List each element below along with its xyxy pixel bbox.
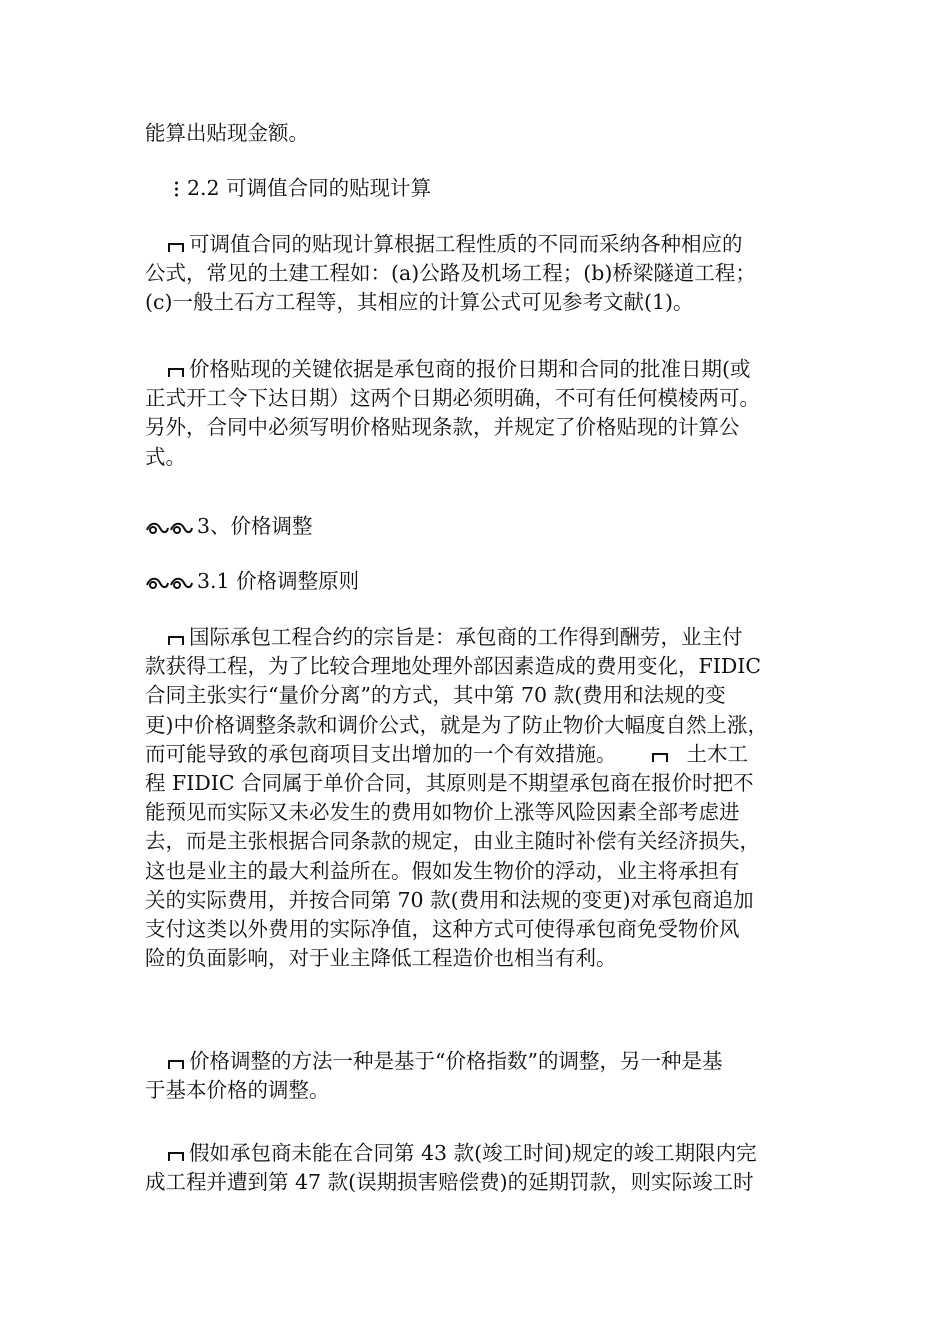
bracket-marker-icon bbox=[167, 623, 189, 652]
bracket-marker-icon bbox=[167, 1139, 189, 1168]
text-line: 价格调整的方法一种是基于“价格指数”的调整，另一种是基 bbox=[189, 1049, 723, 1073]
ornament-icon bbox=[145, 512, 197, 541]
text-line: 合同主张实行“量价分离”的方式，其中第 70 款(费用和法规的变 bbox=[145, 683, 726, 708]
text-line: 假如承包商未能在合同第 43 款(竣工时间)规定的竣工期限内完 bbox=[189, 1141, 757, 1165]
bracket-marker-icon bbox=[167, 1047, 189, 1076]
text-line: 成工程并遭到第 47 款(误期损害赔偿费)的延期罚款，则实际竣工时 bbox=[145, 1170, 754, 1195]
section-heading-2-2 bbox=[145, 174, 805, 203]
text-line: 能算出贴现金额。 bbox=[145, 121, 309, 145]
paragraph-continuation bbox=[145, 119, 805, 148]
text-line: 程 FIDIC 合同属于单价合同，其原则是不期望承包商在报价时把不 bbox=[145, 770, 754, 795]
text-line: 式。 bbox=[145, 444, 186, 469]
text-line: 去，而是主张根据合同条款的规定，由业主随时补偿有关经济损失， bbox=[145, 829, 760, 854]
text-line: 关的实际费用，并按合同第 70 款(费用和法规的变更)对承包商追加 bbox=[145, 887, 754, 912]
text-line-tail: 土木工 bbox=[686, 741, 748, 766]
bracket-marker-icon bbox=[167, 355, 189, 384]
section-heading-3-1 bbox=[145, 567, 805, 596]
heading-text: 3.1 价格调整原则 bbox=[197, 569, 360, 593]
text-line: 价格贴现的关键依据是承包商的报价日期和合同的批准日期(或 bbox=[189, 357, 751, 381]
text-line: 可调值合同的贴现计算根据工程性质的不同而采纳各种相应的 bbox=[189, 232, 743, 256]
bracket-marker-icon bbox=[651, 740, 677, 769]
text-line: 能预见而实际又未必发生的费用如物价上涨等风险因素全部考虑进 bbox=[145, 800, 740, 825]
heading-text: 3、价格调整 bbox=[197, 514, 313, 538]
bracket-marker-icon bbox=[167, 230, 189, 259]
paragraph bbox=[145, 1047, 805, 1105]
paragraph bbox=[145, 230, 805, 318]
paragraph bbox=[145, 623, 805, 973]
paragraph bbox=[145, 355, 805, 472]
text-line: 正式开工令下达日期）这两个日期必须明确，不可有任何模棱两可。 bbox=[145, 386, 760, 411]
heading-text: 2.2 可调值合同的贴现计算 bbox=[187, 176, 432, 200]
paragraph bbox=[145, 1139, 805, 1197]
dotted-marker-icon bbox=[175, 180, 178, 198]
text-line: 支付这类以外费用的实际净值，这种方式可使得承包商免受物价风 bbox=[145, 916, 740, 941]
text-line: 另外，合同中必须写明价格贴现条款，并规定了价格贴现的计算公 bbox=[145, 415, 740, 440]
text-line: (c)一般土石方工程等，其相应的计算公式可见参考文献(1)。 bbox=[145, 290, 694, 315]
text-line: 这也是业主的最大利益所在。假如发生物价的浮动，业主将承担有 bbox=[145, 858, 740, 883]
text-line: 于基本价格的调整。 bbox=[145, 1078, 330, 1103]
text-line: 款获得工程，为了比较合理地处理外部因素造成的费用变化，FIDIC bbox=[145, 654, 762, 679]
section-heading-3 bbox=[145, 512, 805, 541]
text-line: 国际承包工程合约的宗旨是：承包商的工作得到酬劳，业主付 bbox=[189, 625, 743, 649]
text-line: 更)中价格调整条款和调价公式，就是为了防止物价大幅度自然上涨， bbox=[145, 712, 768, 737]
text-line: 险的负面影响，对于业主降低工程造价也相当有利。 bbox=[145, 946, 617, 971]
text-line: 公式，常见的土建工程如：(a)公路及机场工程；(b)桥梁隧道工程； bbox=[145, 261, 756, 286]
text-line: 而可能导致的承包商项目支出增加的一个有效措施。 bbox=[145, 741, 617, 766]
ornament-icon bbox=[145, 567, 197, 596]
